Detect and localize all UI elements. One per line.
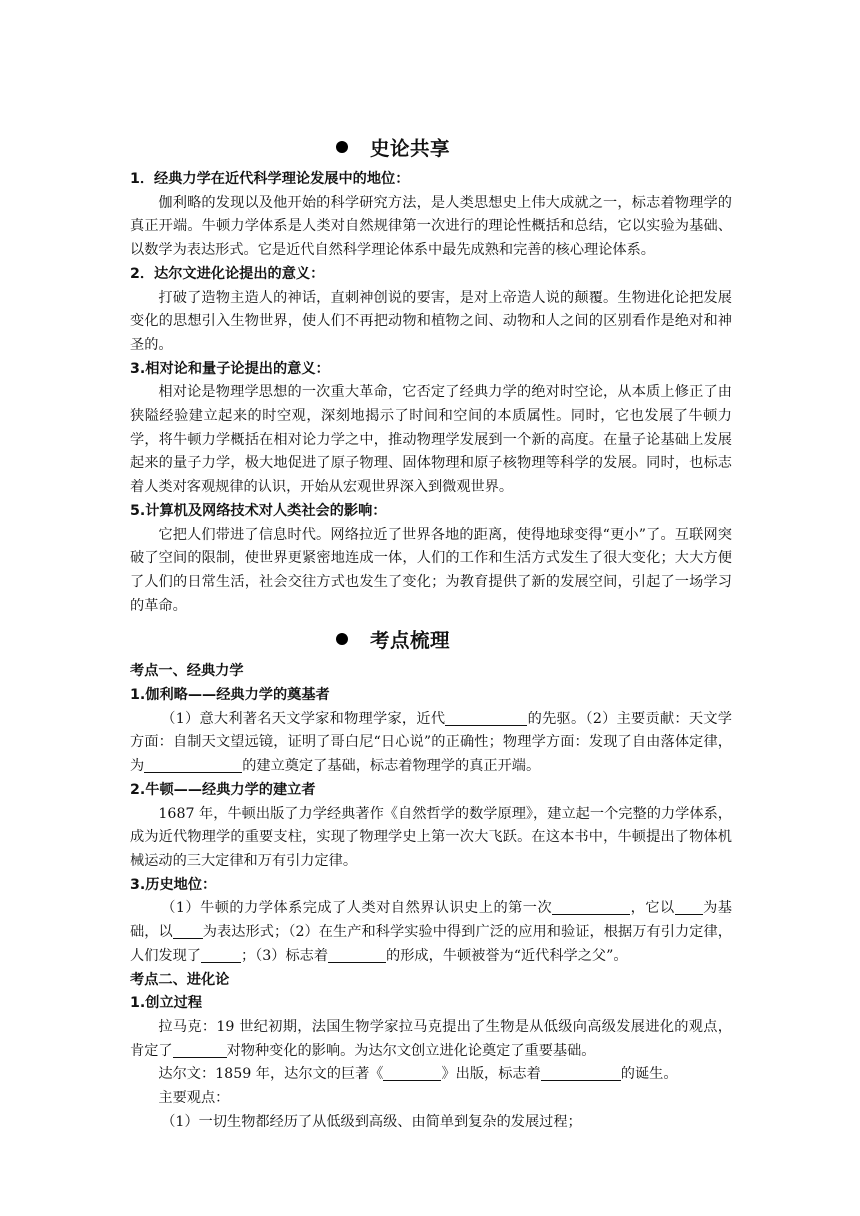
fill-blank[interactable] xyxy=(541,1065,621,1081)
fill-blank[interactable] xyxy=(445,710,527,726)
fill-blank[interactable] xyxy=(383,1065,441,1081)
fill-blank[interactable] xyxy=(144,757,242,773)
subheading: 考点一、经典力学 xyxy=(130,663,244,680)
paragraph: （1）意大利著名天文学家和物理学家，近代 的先驱。（2）主要贡献：天文学方面：自制天文望远镜，证明了哥白尼“日心说”的正确性；物理学方面：发现了自由落体定律，为 的建立奠定了基础，标志着物理学的真正开端。 xyxy=(130,710,732,775)
heading: 2．达尔文进化论提出的意义： xyxy=(130,265,325,282)
heading: 1.创立过程 xyxy=(130,995,203,1012)
heading: 2.牛顿——经典力学的建立者 xyxy=(130,781,316,798)
section-heading-history xyxy=(130,132,732,166)
fill-blank[interactable] xyxy=(201,947,241,963)
bullet-icon xyxy=(336,633,348,645)
paragraph: 打破了造物主造人的神话，直刺神创说的要害，是对上帝造人说的颠覆。生物进化论把发展变化的思想引入生物世界，使人们不再把动物和植物之间、动物和人之间的区别看作是绝对和神圣的。 xyxy=(130,289,732,353)
fill-blank[interactable] xyxy=(173,923,203,939)
bullet-icon xyxy=(336,141,348,153)
paragraph: 它把人们带进了信息时代。网络拉近了世界各地的距离，使得地球变得“更小”了。互联网突破了空间的限制，使世界更紧密地连成一体，人们的工作和生活方式发生了很大变化；大大方便了人们的日常生活，社会交往方式也发生了变化；为教育提供了新的发展空间，引起了一场学习的革命。 xyxy=(130,526,732,614)
subheading: 考点二、进化论 xyxy=(130,971,230,988)
paragraph: 达尔文：1859 年，达尔文的巨著《 》出版，标志着 的诞生。 xyxy=(158,1066,678,1083)
paragraph: 主要观点： xyxy=(158,1090,230,1107)
paragraph: 伽利略的发现以及他开始的科学研究方法，是人类思想史上伟大成就之一，标志着物理学的真正开端。牛顿力学体系是人类对自然规律第一次进行的理论性概括和总结，它以实验为基础、以数学为表达形式。它是近代自然科学理论体系中最先成熟和完善的核心理论体系。 xyxy=(130,194,732,259)
heading: 1．经典力学在近代科学理论发展中的地位： xyxy=(130,171,410,187)
fill-blank[interactable] xyxy=(173,1042,227,1058)
heading: 3.相对论和量子论提出的意义： xyxy=(130,360,330,377)
heading: 5.计算机及网络技术对人类社会的影响： xyxy=(130,502,387,519)
paragraph: 1687 年，牛顿出版了力学经典著作《自然哲学的数学原理》，建立起一个完整的力学体系，成为近代物理学的重要支柱，实现了物理学史上第一次大飞跃。在这本书中，牛顿提出了物体机械运动的三大定律和万有引力定律。 xyxy=(130,805,732,869)
section-heading-exam-points xyxy=(130,624,732,658)
paragraph: （1）一切生物都经历了从低级到高级、由简单到复杂的发展过程； xyxy=(161,1113,582,1130)
paragraph: 相对论是物理学思想的一次重大革命，它否定了经典力学的绝对时空论，从本质上修正了由狭隘经验建立起来的时空观，深刻地揭示了时间和空间的本质属性。同时，它也发展了牛顿力学，将牛顿力学概括在相对论力学之中，推动物理学发展到一个新的高度。在量子论基础上发展起来的量子力学，极大地促进了原子物理、固体物理和原子核物理等科学的发展。同时，也标志着人类对客观规律的认识，开始从宏观世界深入到微观世界。 xyxy=(130,384,732,496)
section-title: 史论共享 xyxy=(370,137,451,160)
heading: 1.伽利略——经典力学的奠基者 xyxy=(130,687,330,704)
fill-blank[interactable] xyxy=(552,899,630,915)
paragraph: 拉马克：19 世纪初期，法国生物学家拉马克提出了生物是从低级向高级发展进化的观点，肯定了 对物种变化的影响。为达尔文创立进化论奠定了重要基础。 xyxy=(130,1018,732,1059)
fill-blank[interactable] xyxy=(675,899,703,915)
heading: 3.历史地位： xyxy=(130,876,217,893)
fill-blank[interactable] xyxy=(328,947,386,963)
section-title: 考点梳理 xyxy=(370,629,451,653)
paragraph: （1）牛顿的力学体系完成了人类对自然界认识史上的第一次 ，它以 为基础，以 为表达形式；（2）在生产和科学实验中得到广泛的应用和验证，根据万有引力定律，人们发现了 ；（3）标志着 的形成，牛顿被誉为“近代科学之父”。 xyxy=(130,900,732,964)
document-content xyxy=(130,132,732,1134)
